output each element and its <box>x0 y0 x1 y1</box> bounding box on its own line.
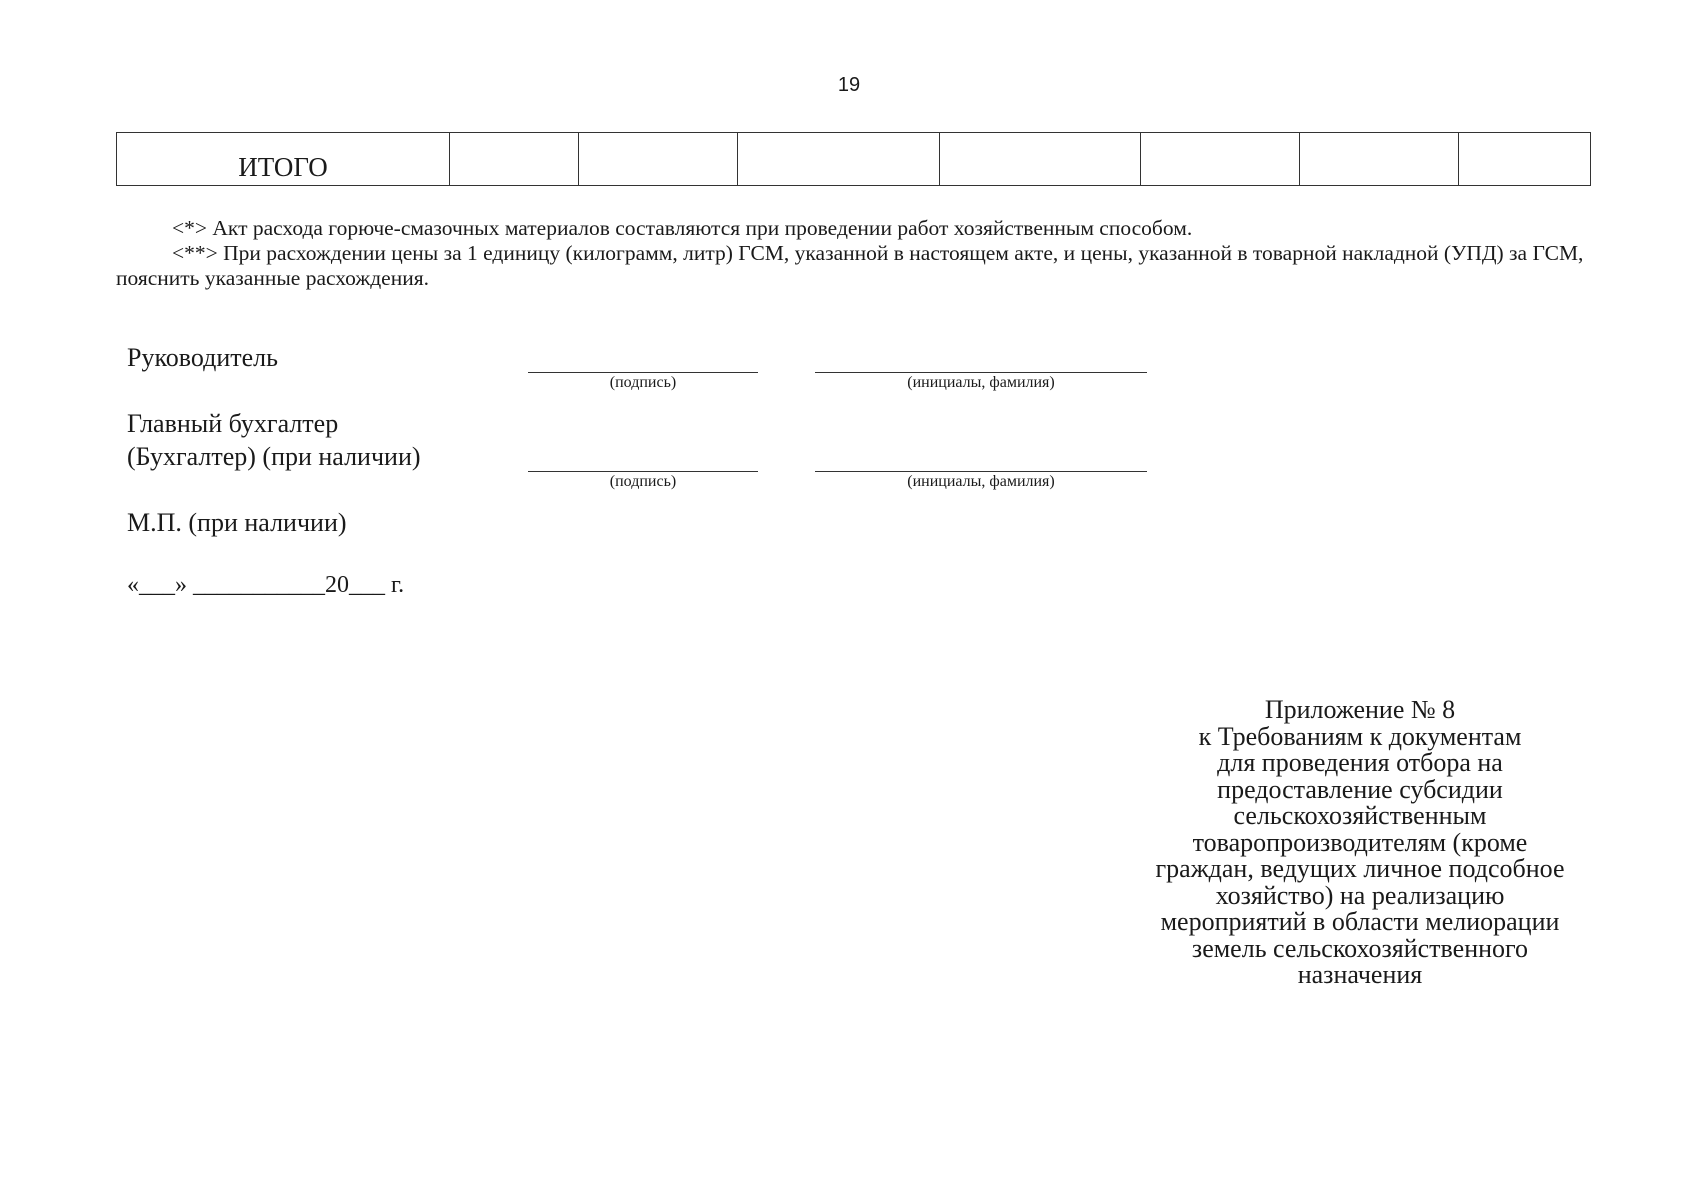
head-signature-line <box>528 372 758 373</box>
table-cell <box>738 133 940 186</box>
table-row <box>117 133 1591 186</box>
footnotes <box>116 216 1601 291</box>
appendix-line: Приложение № 8 <box>1264 695 1456 724</box>
appendix-heading <box>1110 697 1610 989</box>
head-label: Руководитель <box>127 343 278 372</box>
chief-accountant-signature-line <box>528 471 758 472</box>
appendix-line: предоставление субсидии <box>1217 774 1503 804</box>
appendix-line: сельскохозяйственным <box>1233 801 1487 830</box>
head-name-line <box>815 372 1147 373</box>
appendix-line: товаропроизводителям (кроме <box>1192 827 1528 857</box>
footnote-2: <**> При расхождении цены за 1 единицу (килограмм, литр) ГСМ, указанной в настоящем акте, и цены, указанной в товарной накладной (УПД) за ГСМ, пояснить указанные расхождения. <box>116 241 1584 290</box>
appendix-line: к Требованиям к документам <box>1198 721 1522 751</box>
chief-accountant-label-line1: Главный бухгалтер <box>127 409 339 438</box>
table-cell <box>450 133 579 186</box>
total-table <box>116 132 1591 186</box>
table-cell <box>1459 133 1591 186</box>
appendix-line: граждан, ведущих личное подсобное <box>1155 854 1565 883</box>
appendix-line: земель сельскохозяйственного <box>1191 933 1529 963</box>
table-cell <box>1300 133 1459 186</box>
table-cell <box>940 133 1141 186</box>
chief-accountant-name-line <box>815 471 1147 472</box>
total-label-cell: ИТОГО <box>117 133 450 186</box>
head-name-caption: (инициалы, фамилия) <box>907 374 1055 391</box>
footnote-1: <*> Акт расхода горюче-смазочных материалов составляются при проведении работ хозяйственным способом. <box>172 216 1193 240</box>
page-number: 19 <box>837 74 861 96</box>
chief-accountant-name-caption: (инициалы, фамилия) <box>907 473 1055 490</box>
appendix-line: мероприятий в области мелиорации <box>1160 907 1560 936</box>
chief-accountant-label-line2: (Бухгалтер) (при наличии) <box>127 442 421 471</box>
table-cell <box>1141 133 1300 186</box>
stamp-label: М.П. (при наличии) <box>127 508 347 537</box>
appendix-line: хозяйство) на реализацию <box>1215 880 1505 910</box>
appendix-line: назначения <box>1297 960 1423 989</box>
date-line: «___» ___________20___ г. <box>127 572 405 598</box>
head-signature-caption: (подпись) <box>609 374 677 391</box>
chief-accountant-signature-caption: (подпись) <box>609 473 677 490</box>
appendix-line: для проведения отбора на <box>1217 748 1503 777</box>
table-cell <box>579 133 738 186</box>
